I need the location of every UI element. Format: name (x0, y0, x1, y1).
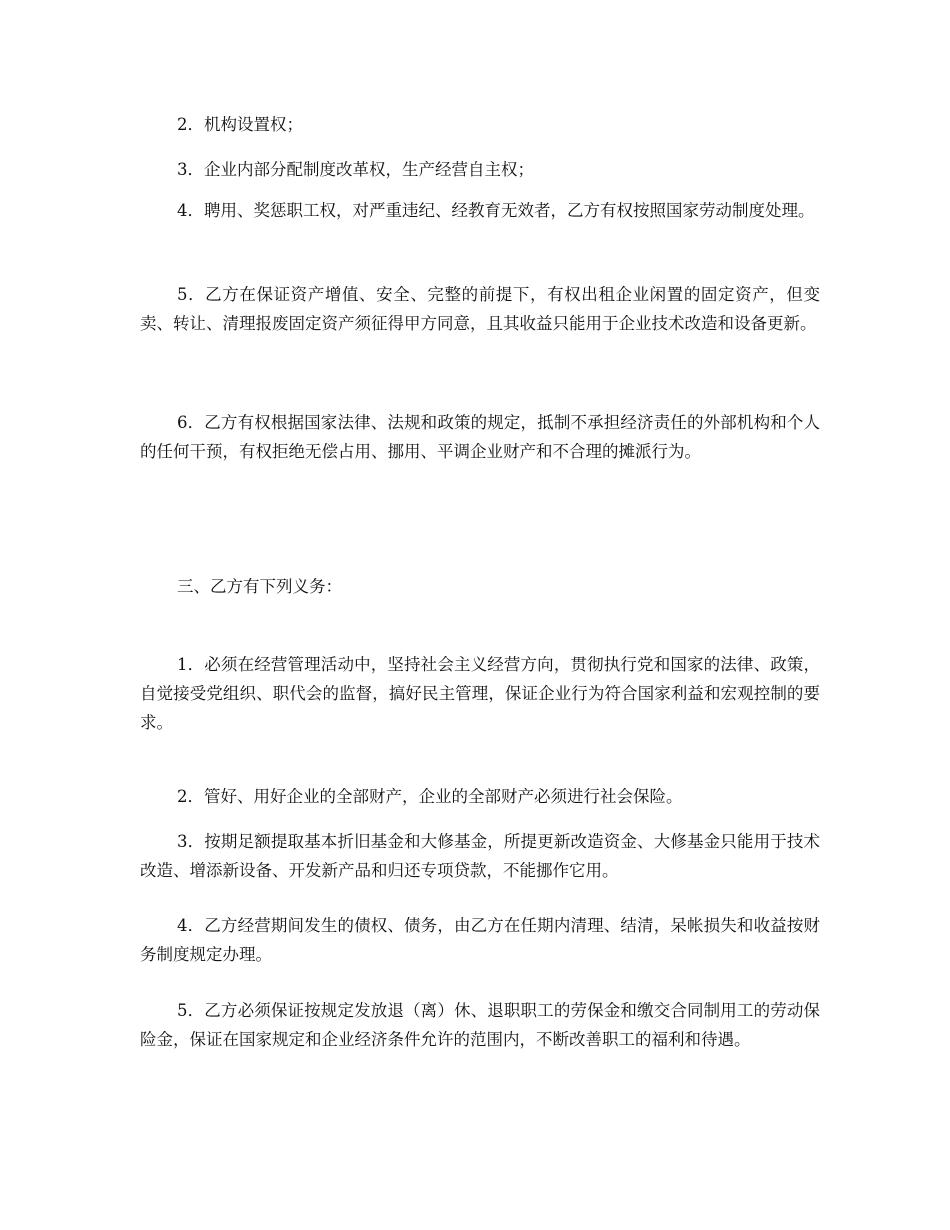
obligation-item-1: 1．必须在经营管理活动中，坚持社会主义经营方向，贯彻执行党和国家的法律、政策，自觉接受党组织、职代会的监督，搞好民主管理，保证企业行为符合国家利益和宏观控制的要求。 (140, 655, 820, 732)
rights-item-4: 4．聘用、奖惩职工权，对严重违纪、经教育无效者，乙方有权按照国家劳动制度处理。 (177, 201, 815, 220)
obligation-item-4: 4．乙方经营期间发生的债权、债务，由乙方在任期内清理、结清，呆帐损失和收益按财务制度规定办理。 (140, 916, 820, 964)
obligations-heading: 三、乙方有下列义务： (177, 577, 342, 596)
obligation-item-2: 2．管好、用好企业的全部财产，企业的全部财产必须进行社会保险。 (177, 787, 683, 806)
obligation-item-3: 3．按期足额提取基本折旧基金和大修基金，所提更新改造资金、大修基金只能用于技术改造、增添新设备、开发新产品和归还专项贷款，不能挪作它用。 (140, 832, 820, 880)
rights-item-6: 6．乙方有权根据国家法律、法规和政策的规定，抵制不承担经济责任的外部机构和个人的任何干预，有权拒绝无偿占用、挪用、平调企业财产和不合理的摊派行为。 (140, 413, 820, 461)
rights-item-3: 3．企业内部分配制度改革权，生产经营自主权； (177, 160, 534, 179)
obligation-item-5: 5．乙方必须保证按规定发放退（离）休、退职职工的劳保金和缴交合同制用工的劳动保险金，保证在国家规定和企业经济条件允许的范围内，不断改善职工的福利和待遇。 (140, 1001, 820, 1049)
rights-item-2: 2．机构设置权； (177, 115, 303, 134)
rights-item-5: 5．乙方在保证资产增值、安全、完整的前提下，有权出租企业闲置的固定资产，但变卖、转让、清理报废固定资产须征得甲方同意，且其收益只能用于企业技术改造和设备更新。 (140, 285, 820, 333)
